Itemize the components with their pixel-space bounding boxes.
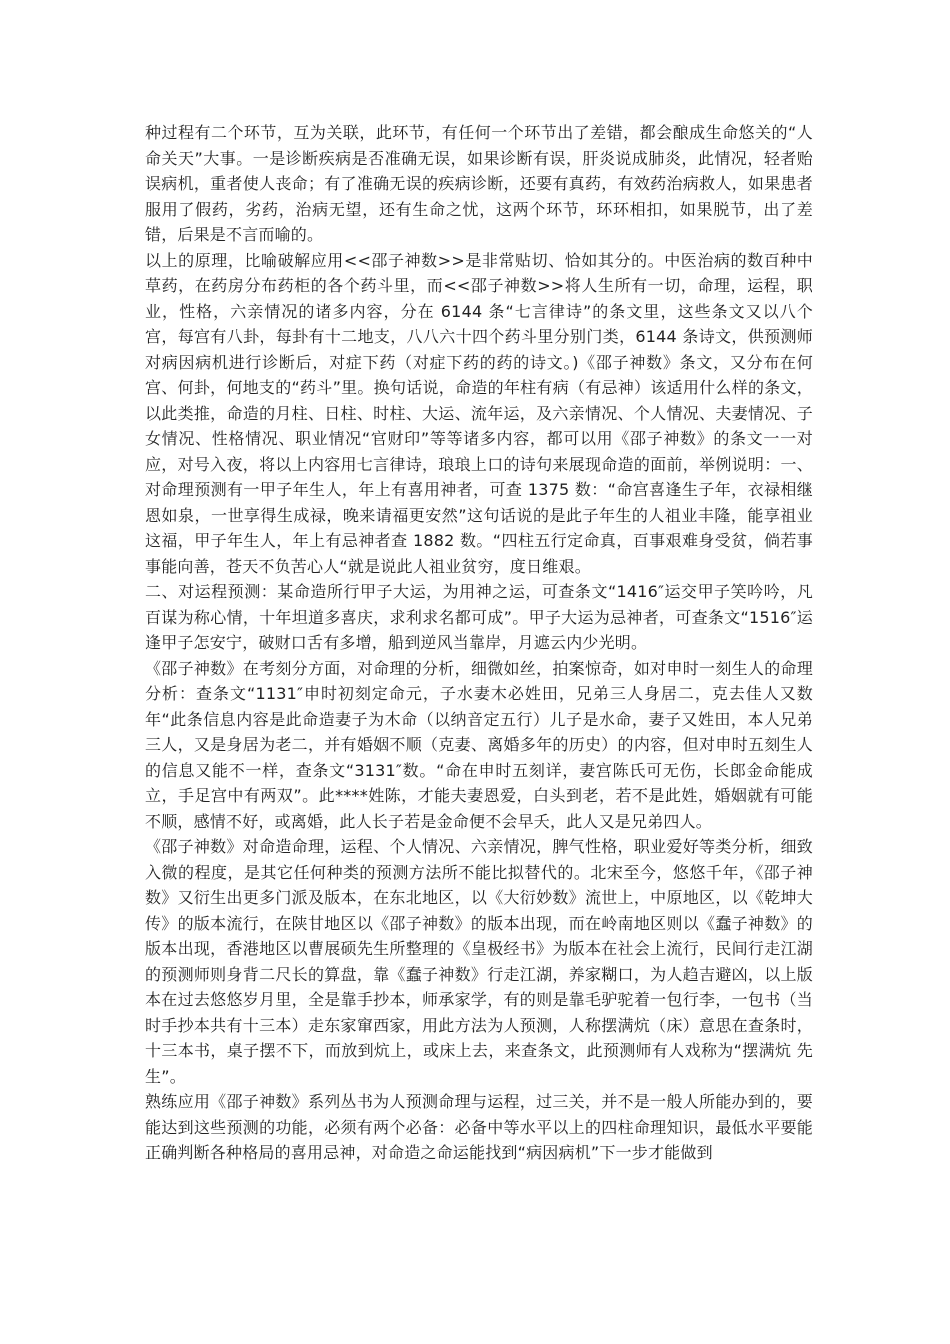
paragraph-requirements: 熟练应用《邵子神数》系列丛书为人预测命理与运程，过三关，并不是一般人所能办到的，要能达到这些预测的功能，必须有两个必备：必备中等水平以上的四柱命理知识，最低水平要能正确判断各种格局的喜用忌神，对命造之命运能找到“病因病机”下一步才能做到 [145,1092,813,1162]
paragraph-principle-application: 以上的原理，比喻破解应用<<邵子神数>>是非常贴切、恰如其分的。中医治病的数百种中草药，在药房分布药柜的各个药斗里，而<<邵子神数>>将人生所有一切，命理，运程，职业，性格，六亲情况的诸多内容，分在 6144 条“七言律诗”的条文里，这些条文又以八个宫，每宫有八卦，每卦有十二地支，八八六十四个药斗里分别门类，6144 条诗文，供预测师对病因病机进行诊断后，对症下药（对症下药的药的诗文。)《邵子神数》条文，又分布在何宫、何卦，何地支的“药斗”里。换句话说，命造的年柱有病（有忌神）该适用什么样的条文，以此类推，命造的月柱、日柱、时柱、大运、流年运，及六亲情况、个人情况、夫妻情况、子女情况、性格情况、职业情况“官财印”等等诸多内容，都可以用《邵子神数》的条文一一对应，对号入夜，将以上内容用七言律诗，琅琅上口的诗句来展现命造的面前，举例说明：一、对命理预测有一甲子年生人，年上有喜用神者，可查 1375 数：“命宫喜逢生子年，衣禄相继恩如泉，一世享得生成禄，晚来请福更安然”这句话说的是此子年生的人祖业丰隆，能享祖业这福，甲子年生人，年上有忌神者查 1882 数。“四柱五行定命真，百事艰难身受贫，倘若事事能向善，苍天不负苦心人“就是说此人祖业贫穷，度日维艰。 [145,250,813,576]
paragraph-moment-analysis: 《邵子神数》在考刻分方面，对命理的分析，细微如丝，拍案惊奇，如对申时一刻生人的命理分析：查条文“1131″申时初刻定命元，子水妻木必姓田，兄弟三人身居二，克去佳人又数年“此条信息内容是此命造妻子为木命（以纳音定五行）儿子是水命，妻子又姓田，本人兄弟三人，又是身居为老二，并有婚姻不顺（克妻、离婚多年的历史）的内容，但对申时五刻生人的信息又能不一样，查条文“3131″数。“命在申时五刻详，妻宫陈氏可无伤，长郎金命能成立，手足宫中有两双”。此****姓陈，才能夫妻恩爱，白头到老，若不是此姓，婚姻就有可能不顺，感情不好，或离婚，此人长子若是金命便不会早夭，此人又是兄弟四人。 [145,658,813,831]
paragraph-versions-history: 《邵子神数》对命造命理，运程、个人情况、六亲情况，脾气性格，职业爱好等类分析，细致入微的程度，是其它任何种类的预测方法所不能比拟替代的。北宋至今，悠悠千年，《邵子神数》又衍生出更多门派及版本，在东北地区，以《大衍妙数》流世上，中原地区，以《乾坤大传》的版本流行，在陕甘地区以《邵子神数》的版本出现，而在岭南地区则以《蠢子神数》的版本出现，香港地区以曹展硕先生所整理的《皇极经书》为版本在社会上流行，民间行走江湖的预测师则身背二尺长的算盘，靠《蠢子神数》行走江湖，养家糊口，为人趋吉避凶，以上版本在过去悠悠岁月里，全是靠手抄本，师承家学，有的则是靠毛驴驼着一包行李，一包书（当时手抄本共有十三本）走东家窜西家，用此方法为人预测，人称摆满炕（床）意思在查条时，十三本书，桌子摆不下，而放到炕上，或床上去，来查条文，此预测师有人戏称为“摆满炕 先生”。 [145,837,813,1086]
document-body [145,120,813,1166]
paragraph-fortune-prediction: 二、对运程预测：某命造所行甲子大运，为用神之运，可查条文“1416″运交甲子笑吟吟，凡百谋为称心情，十年坦道多喜庆，求利求名都可成”。甲子大运为忌神者，可查条文“1516″运逢甲子怎安宁，破财口舌有多增，船到逆风当靠岸，月遮云内少光明。 [145,582,813,652]
paragraph-diagnosis-analogy: 种过程有二个环节，互为关联，此环节，有任何一个环节出了差错，都会酿成生命悠关的“人命关天”大事。一是诊断疾病是否准确无误，如果诊断有误，肝炎说成肺炎，此情况，轻者贻误病机，重者使人丧命；有了准确无误的疾病诊断，还要有真药，有效药治病救人，如果患者服用了假药，劣药，治病无望，还有生命之忧，这两个环节，环环相扣，如果脱节，出了差错，后果是不言而喻的。 [145,123,813,244]
